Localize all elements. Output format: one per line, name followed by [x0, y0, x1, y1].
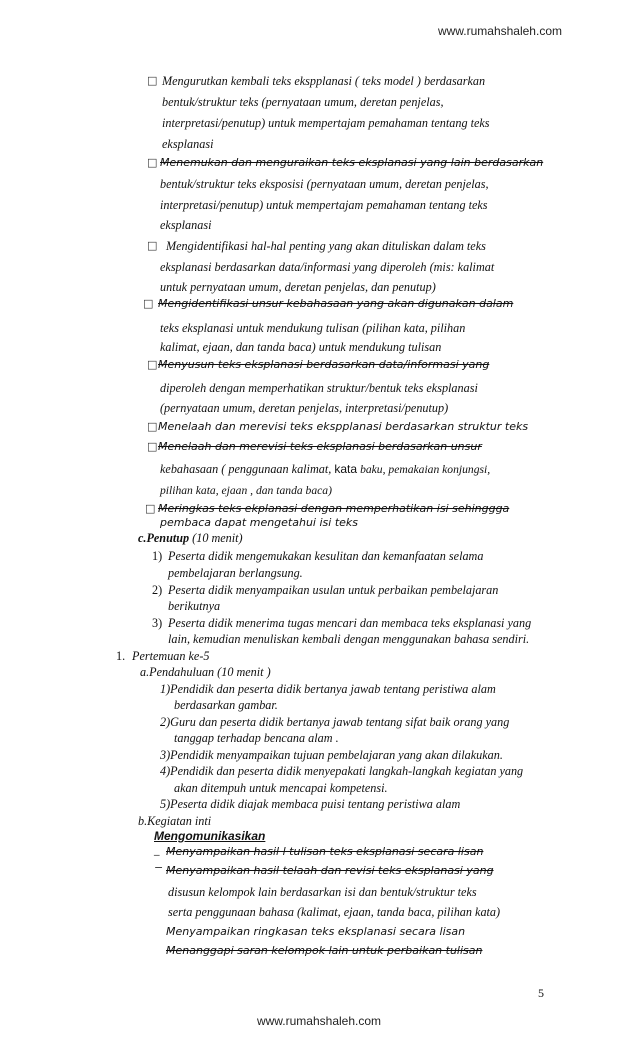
- text-line: eksplanasi: [162, 137, 214, 151]
- text-line: Mengidentifikasi unsur kebahasaan yang akan digunakan dalam: [158, 297, 514, 310]
- text-line: bentuk/struktur teks (pernyataan umum, deretan penjelas,: [162, 95, 444, 109]
- text-line: untuk pernyataan umum, deretan penjelas, dan penutup): [160, 280, 436, 294]
- text-line: teks eksplanasi untuk mendukung tulisan (pilihan kata, pilihan: [160, 321, 466, 335]
- bullet-box-icon: □: [145, 502, 156, 515]
- text-line: serta penggunaan bahasa (kalimat, ejaan, tanda baca, pilihan kata): [168, 905, 501, 919]
- bullet-box-icon: □: [147, 420, 158, 433]
- text-line: Menelaah dan merevisi teks ekspplanasi berdasarkan struktur teks: [158, 420, 529, 433]
- bullet-box-icon: □: [147, 440, 158, 453]
- section-heading: Pertemuan ke-5: [132, 649, 210, 663]
- text-line: Mengidentifikasi hal-hal penting yang akan dituliskan dalam teks: [166, 239, 486, 253]
- bullet-dash-icon: _: [154, 843, 160, 856]
- text-line: pembaca dapat mengetahui isi teks: [160, 516, 359, 529]
- section-pendahuluan: a.Pendahuluan (10 menit ): [140, 665, 271, 679]
- text-line: 5)Peserta didik diajak membaca puisi tentang peristiwa alam: [160, 797, 461, 811]
- subsection-heading: Mengomunikasikan: [154, 829, 266, 843]
- text-line: Peserta didik mengemukakan kesulitan dan kemanfaatan selama: [168, 549, 484, 563]
- text-line: interpretasi/penutup) untuk mempertajam pemahaman tentang teks: [162, 116, 490, 130]
- text-line: berdasarkan gambar.: [174, 698, 278, 712]
- bullet-dash-icon: −: [154, 861, 164, 874]
- bullet-box-icon: □: [147, 156, 158, 169]
- footer-url: www.rumahshaleh.com: [256, 1014, 382, 1028]
- section-penutup: c.Penutup (10 menit): [138, 531, 243, 545]
- text-line: Menyusun teks eksplanasi berdasarkan data/informasi yang: [158, 358, 490, 371]
- text-line: berikutnya: [168, 599, 221, 613]
- text-line: Menyampaikan hasil telaah dan revisi teks eksplanasi yang: [166, 864, 494, 877]
- text-line: kalimat, ejaan, dan tanda baca) untuk mendukung tulisan: [160, 340, 442, 354]
- text-line: bentuk/struktur teks eksposisi (pernyataan umum, deretan penjelas,: [160, 177, 489, 191]
- text-line: lain, kemudian menuliskan kembali dengan menggunakan bahasa sendiri.: [168, 632, 530, 646]
- text-line: 1)Pendidik dan peserta didik bertanya jawab tentang peristiwa alam: [160, 682, 496, 696]
- text-line: kebahasaan ( penggunaan kalimat, kata baku, pemakaian konjungsi,: [160, 462, 491, 476]
- list-number: 1.: [116, 649, 126, 663]
- text-line: Peserta didik menerima tugas mencari dan membaca teks eksplanasi yang: [168, 616, 532, 630]
- text-line: pilihan kata, ejaan , dan tanda baca): [160, 484, 332, 497]
- text-line: 4)Pendidik dan peserta didik menyepakati langkah-langkah kegiatan yang: [160, 764, 524, 778]
- text-line: Peserta didik menyampaikan usulan untuk perbaikan pembelajaran: [168, 583, 499, 597]
- text-line: 3)Pendidik menyampaikan tujuan pembelajaran yang akan dilakukan.: [160, 748, 503, 762]
- text-line: eksplanasi: [160, 218, 212, 232]
- text-line: Menyampaikan hasil l tulisan teks eksplanasi secara lisan: [166, 845, 484, 858]
- text-line: Meringkas teks ekplanasi dengan memperhatikan isi sehinggga: [158, 502, 510, 515]
- text-line: diperoleh dengan memperhatikan struktur/bentuk teks eksplanasi: [160, 381, 478, 395]
- text-line: Menemukan dan menguraikan teks eksplanasi yang lain berdasarkan: [160, 156, 544, 169]
- text-line: Menelaah dan merevisi teks eksplanasi berdasarkan unsur: [158, 440, 482, 453]
- list-number: 2): [152, 583, 163, 597]
- text-line: eksplanasi berdasarkan data/informasi yang diperoleh (mis: kalimat: [160, 260, 495, 274]
- text-line: tanggap terhadap bencana alam .: [174, 731, 339, 745]
- bullet-box-icon: □: [147, 358, 158, 371]
- text-line: (pernyataan umum, deretan penjelas, interpretasi/penutup): [160, 401, 449, 415]
- bullet-box-icon: □: [147, 74, 158, 87]
- text-line: Menyampaikan ringkasan teks eksplanasi secara lisan: [166, 925, 466, 938]
- bullet-box-icon: □: [147, 239, 158, 252]
- bullet-box-icon: □: [143, 297, 154, 310]
- section-kegiatan-inti: b.Kegiatan inti: [138, 814, 212, 828]
- text-line: Menanggapi saran kelompok lain untuk perbaikan tulisan: [166, 944, 483, 957]
- text-line: pembelajaran berlangsung.: [168, 566, 303, 580]
- list-number: 3): [152, 616, 163, 630]
- text-line: disusun kelompok lain berdasarkan isi dan bentuk/struktur teks: [168, 885, 477, 899]
- text-line: Mengurutkan kembali teks ekspplanasi ( teks model ) berdasarkan: [162, 74, 486, 88]
- page-number: 5: [538, 986, 544, 1000]
- text-line: interpretasi/penutup) untuk mempertajam pemahaman tentang teks: [160, 198, 488, 212]
- text-line: akan ditempuh untuk mencapai kompetensi.: [174, 781, 388, 795]
- header-url: www.rumahshaleh.com: [437, 24, 562, 38]
- text-line: 2)Guru dan peserta didik bertanya jawab tentang sifat baik orang yang: [160, 715, 510, 729]
- list-number: 1): [152, 549, 163, 563]
